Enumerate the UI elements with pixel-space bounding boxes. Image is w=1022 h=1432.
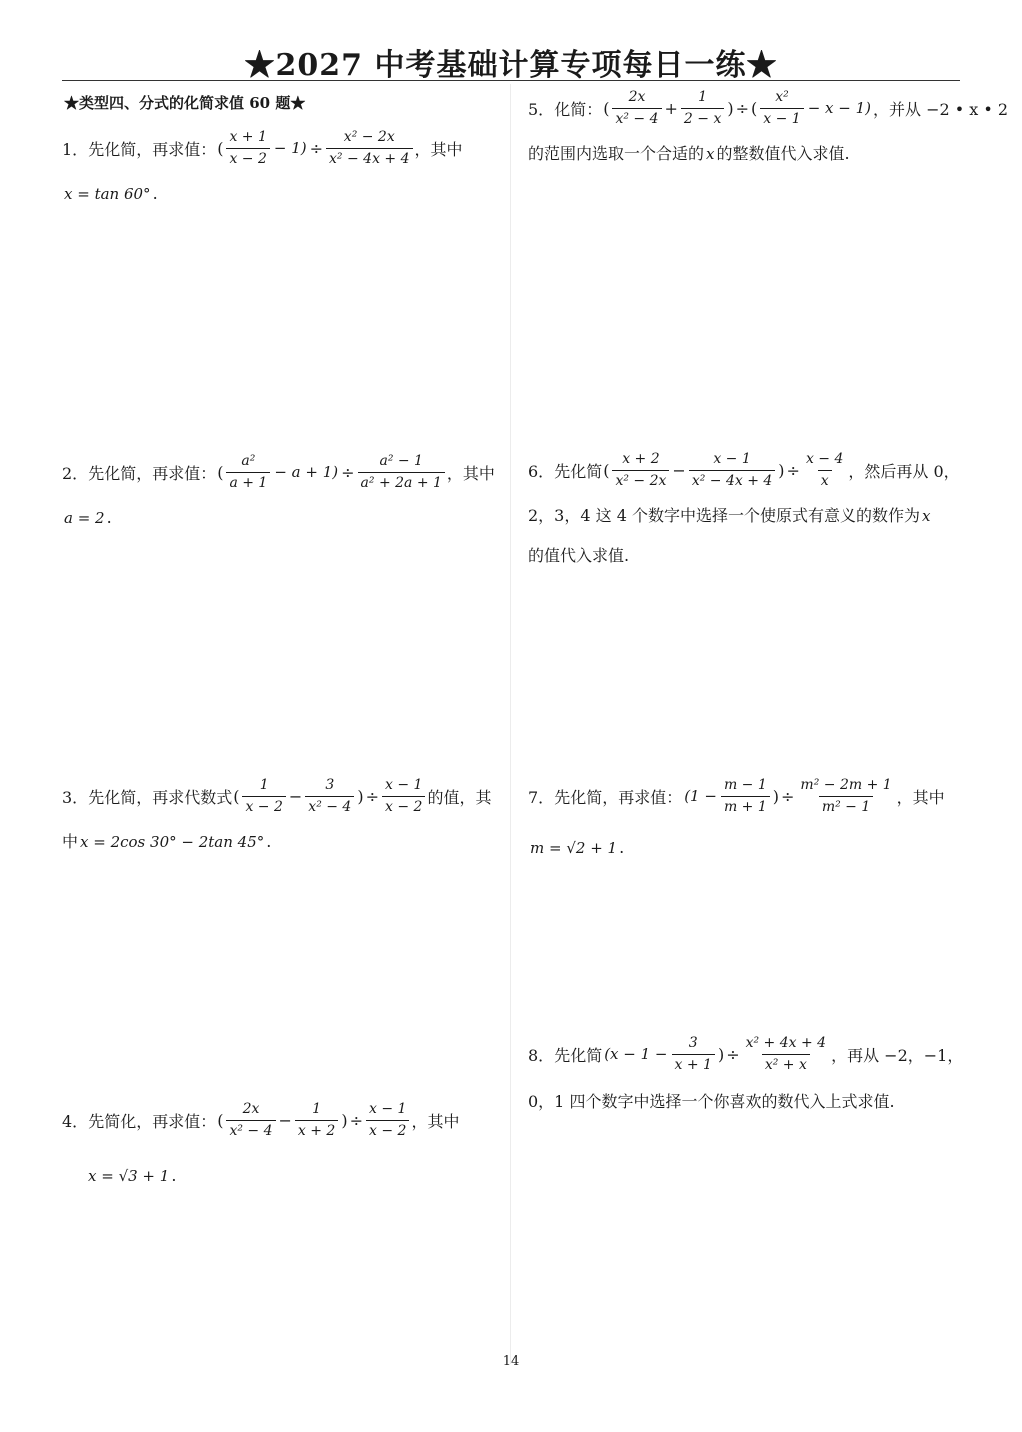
condition: x = tan 60° <box>64 185 151 203</box>
title-rule <box>62 80 960 81</box>
condition: x = 2cos 30° − 2tan 45° <box>80 833 265 851</box>
condition: m = √2 + 1 <box>530 839 618 857</box>
fraction: $\frac{x + 2}{\text{x² − 2x}}$ <box>612 451 669 490</box>
problem-text: 先化简，再求值： <box>554 787 683 807</box>
problem-text: 先化简 <box>554 1045 603 1065</box>
problem-number: 1． <box>62 139 89 159</box>
fraction: $\frac{1}{2 - x}$ <box>681 89 724 128</box>
fraction: $\frac{1}{x + 2}$ <box>295 1101 338 1140</box>
fraction: $\frac{\text{x²}}{x - 1}$ <box>760 89 803 128</box>
fraction: $\frac{x + 1}{x - 2}$ <box>226 129 269 168</box>
page-title: ★2027 中考基础计算专项每日一练★ <box>244 48 778 83</box>
problem-number: 8． <box>528 1045 555 1065</box>
condition: a = 2 <box>64 509 105 527</box>
problem-number: 4． <box>62 1111 89 1131</box>
section-heading: ★类型四、分式的化简求值 60 题★ <box>64 94 306 112</box>
problem-number: 5． <box>528 99 555 119</box>
problem-number: 3． <box>62 787 89 807</box>
problem-number: 7． <box>528 787 555 807</box>
condition: x = √3 + 1 <box>88 1167 170 1185</box>
problem-text: 化简： <box>554 99 603 119</box>
fraction: $\frac{\text{a² − 1}}{\text{a² + 2a + 1}}$ <box>358 453 445 492</box>
page-number: 14 <box>502 1354 520 1369</box>
problem-text: 先化简，再求值： <box>88 463 217 483</box>
fraction: $\frac{x - 4}{x}$ <box>805 450 844 489</box>
fraction: $\frac{\text{a²}}{a + 1}$ <box>226 453 270 492</box>
problem-text: 先简化，再求值： <box>88 1111 217 1131</box>
fraction: $\frac{\text{x² − 2x}}{\text{x² − 4x + 4}}$ <box>326 129 412 168</box>
problem-text: 先化简 <box>554 461 603 481</box>
fraction: $\frac{m - 1}{m + 1}$ <box>721 777 770 816</box>
column-divider <box>510 84 511 1364</box>
fraction: $\frac{x - 1}{x - 2}$ <box>366 1101 409 1140</box>
problem-number: 6． <box>528 461 555 481</box>
fraction: $\frac{\text{x² + 4x + 4}}{\text{x² + x}}$ <box>745 1034 827 1073</box>
fraction: $\frac{\text{m² − 2m + 1}}{\text{m² − 1}}$ <box>800 776 892 815</box>
problem-text: 先化简，再求值： <box>88 139 217 159</box>
problem-text: 先化简，再求代数式 <box>88 787 233 807</box>
fraction: $\frac{2x}{\text{x² − 4}}$ <box>612 89 661 128</box>
problem-number: 2． <box>62 463 89 483</box>
fraction: $\frac{x - 1}{x - 2}$ <box>382 777 425 816</box>
fraction: $\frac{2x}{\text{x² − 4}}$ <box>226 1101 275 1140</box>
fraction: $\frac{3}{\text{x² − 4}}$ <box>305 777 354 816</box>
fraction: $\frac{x - 1}{\text{x² − 4x + 4}}$ <box>689 451 775 490</box>
fraction: $\frac{1}{x - 2}$ <box>242 777 285 816</box>
fraction: $\frac{3}{x + 1}$ <box>672 1035 715 1074</box>
